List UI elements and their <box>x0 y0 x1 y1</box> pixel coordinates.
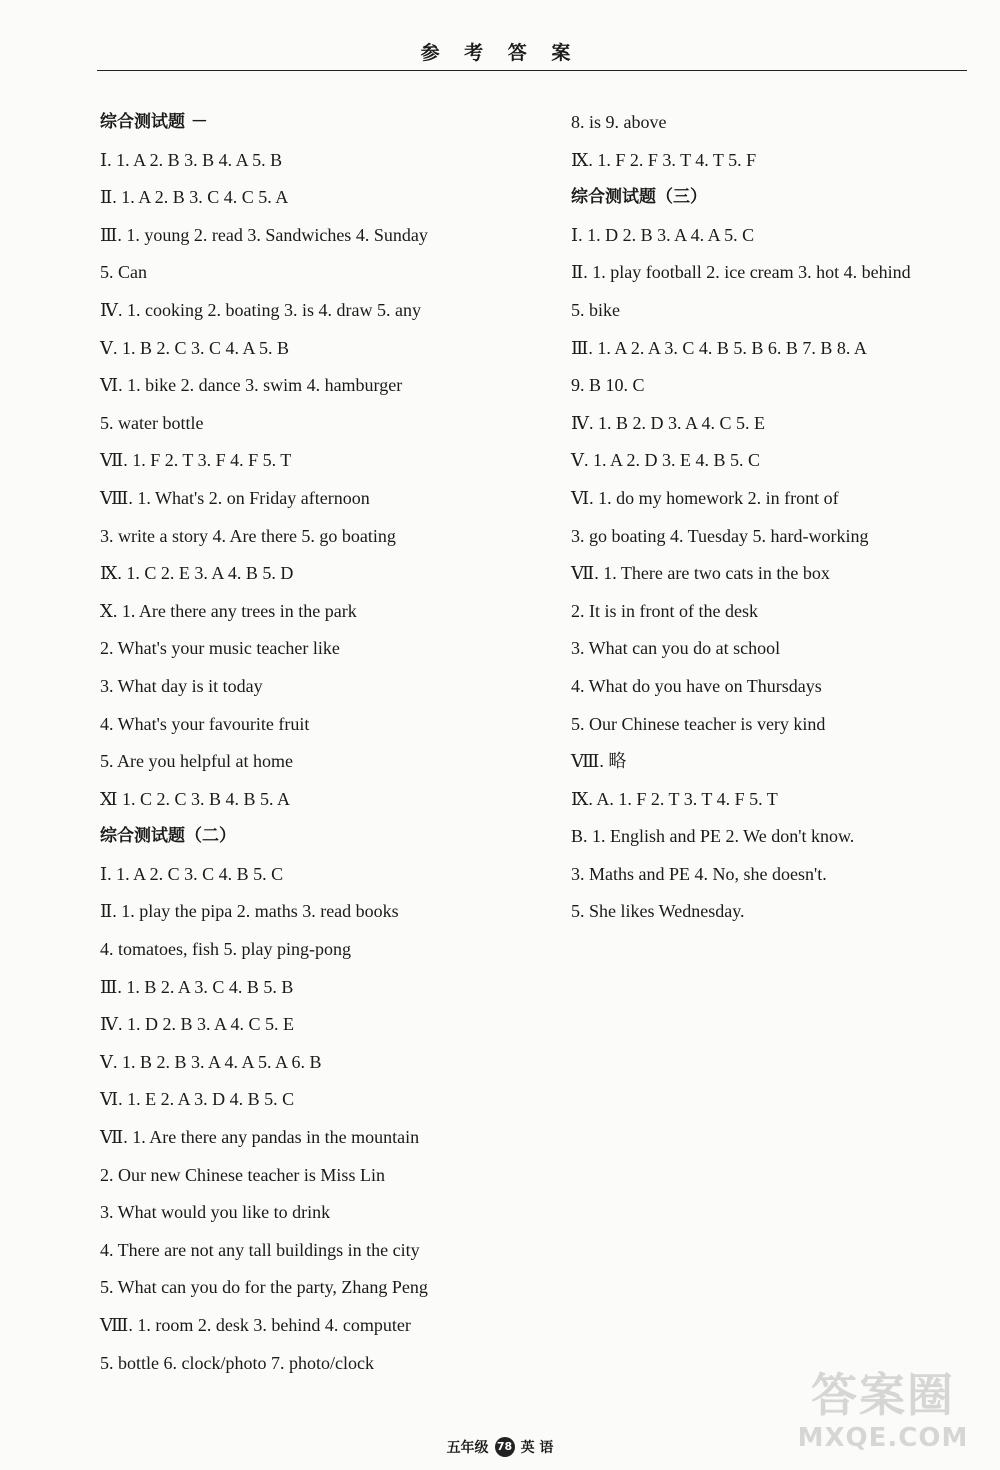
answer-line: Ⅰ. 1. D 2. B 3. A 4. A 5. C <box>571 224 755 245</box>
answer-line: Ⅰ. 1. A 2. B 3. B 4. A 5. B <box>100 149 283 170</box>
answer-line: Ⅱ. 1. play the pipa 2. maths 3. read books <box>100 901 399 922</box>
answer-line: 3. go boating 4. Tuesday 5. hard-working <box>571 525 869 546</box>
answer-line: Ⅹ. 1. Are there any trees in the park <box>100 600 357 621</box>
answer-line: Ⅷ. 略 <box>571 751 627 772</box>
answer-line: Ⅴ. 1. A 2. D 3. E 4. B 5. C <box>571 450 761 471</box>
answer-line: 4. What do you have on Thursdays <box>571 675 822 696</box>
answer-line: Ⅴ. 1. B 2. C 3. C 4. A 5. B <box>100 337 290 358</box>
answer-line: Ⅳ. 1. D 2. B 3. A 4. C 5. E <box>100 1014 295 1035</box>
answer-line: 5. bike <box>571 299 620 320</box>
answer-line: 3. Maths and PE 4. No, she doesn't. <box>571 863 827 884</box>
section-heading: 综合测试题（二） <box>100 826 236 847</box>
answer-line: Ⅸ. A. 1. F 2. T 3. T 4. F 5. T <box>571 788 778 809</box>
answer-column-right <box>571 104 981 931</box>
answer-line: Ⅳ. 1. B 2. D 3. A 4. C 5. E <box>571 412 766 433</box>
footer-grade: 五年级 <box>446 1440 489 1456</box>
answer-line: Ⅸ. 1. C 2. E 3. A 4. B 5. D <box>100 563 294 584</box>
section-heading: 综合测试题（三） <box>571 187 707 208</box>
watermark-url: MXQE.COM <box>797 1423 969 1453</box>
answer-line: Ⅲ. 1. B 2. A 3. C 4. B 5. B <box>100 976 294 997</box>
answer-line: 2. It is in front of the desk <box>571 600 758 621</box>
answer-line: Ⅶ. 1. F 2. T 3. F 4. F 5. T <box>100 450 292 471</box>
answer-line: Ⅶ. 1. There are two cats in the box <box>571 563 830 584</box>
answer-line: 5. bottle 6. clock/photo 7. photo/clock <box>100 1352 374 1373</box>
answer-line: Ⅳ. 1. cooking 2. boating 3. is 4. draw 5. any <box>100 299 421 320</box>
answer-line: 8. is 9. above <box>571 112 667 132</box>
page-number: 78 <box>495 1437 515 1457</box>
footer-subject: 英 语 <box>520 1440 554 1456</box>
answer-line: Ⅷ. 1. What's 2. on Friday afternoon <box>100 487 370 508</box>
header-divider <box>97 70 967 71</box>
answer-line: Ⅷ. 1. room 2. desk 3. behind 4. computer <box>100 1315 411 1335</box>
answer-line: Ⅱ. 1. play football 2. ice cream 3. hot 4. behind <box>571 262 911 283</box>
answer-line: 5. Our Chinese teacher is very kind <box>571 713 826 734</box>
answer-line: 3. write a story 4. Are there 5. go boating <box>100 525 396 546</box>
answer-line: 5. What can you do for the party, Zhang Peng <box>100 1277 428 1298</box>
answer-line: 5. She likes Wednesday. <box>571 901 745 922</box>
answer-line: Ⅺ 1. C 2. C 3. B 4. B 5. A <box>100 788 290 809</box>
answer-line: 2. What's your music teacher like <box>100 638 340 659</box>
answer-line: Ⅴ. 1. B 2. B 3. A 4. A 5. A 6. B <box>100 1051 322 1072</box>
answer-line: 2. Our new Chinese teacher is Miss Lin <box>100 1164 385 1185</box>
watermark-logo-text: 答案圈 <box>811 1368 955 1422</box>
site-watermark-logo <box>788 1367 978 1462</box>
answer-line: Ⅵ. 1. bike 2. dance 3. swim 4. hamburger <box>100 375 403 396</box>
answer-line: 3. What day is it today <box>100 675 263 696</box>
answer-line: B. 1. English and PE 2. We don't know. <box>571 826 855 847</box>
answer-line: Ⅶ. 1. Are there any pandas in the mountain <box>100 1127 420 1148</box>
answer-line: Ⅱ. 1. A 2. B 3. C 4. C 5. A <box>100 187 289 208</box>
answer-line: 4. There are not any tall buildings in the city <box>100 1239 420 1260</box>
answer-line: Ⅵ. 1. E 2. A 3. D 4. B 5. C <box>100 1089 295 1110</box>
page-title: 参 考 答 案 <box>420 42 580 64</box>
answer-line: Ⅲ. 1. A 2. A 3. C 4. B 5. B 6. B 7. B 8. A <box>571 337 867 358</box>
answer-line: 3. What can you do at school <box>571 638 781 659</box>
answer-line: 5. Are you helpful at home <box>100 751 293 772</box>
answer-line: 9. B 10. C <box>571 375 645 396</box>
answer-line: Ⅵ. 1. do my homework 2. in front of <box>571 487 839 508</box>
answer-line: 4. tomatoes, fish 5. play ping-pong <box>100 939 351 960</box>
answer-line: 4. What's your favourite fruit <box>100 713 310 734</box>
answer-line: Ⅸ. 1. F 2. F 3. T 4. T 5. F <box>571 149 757 170</box>
answer-line: Ⅲ. 1. young 2. read 3. Sandwiches 4. Sunday <box>100 224 428 245</box>
answer-column-left <box>100 104 550 1382</box>
answer-line: 3. What would you like to drink <box>100 1202 331 1223</box>
section-heading: 综合测试题 － <box>100 112 208 132</box>
answer-line: Ⅰ. 1. A 2. C 3. C 4. B 5. C <box>100 863 284 884</box>
answer-line: 5. Can <box>100 262 147 283</box>
answer-line: 5. water bottle <box>100 412 204 433</box>
